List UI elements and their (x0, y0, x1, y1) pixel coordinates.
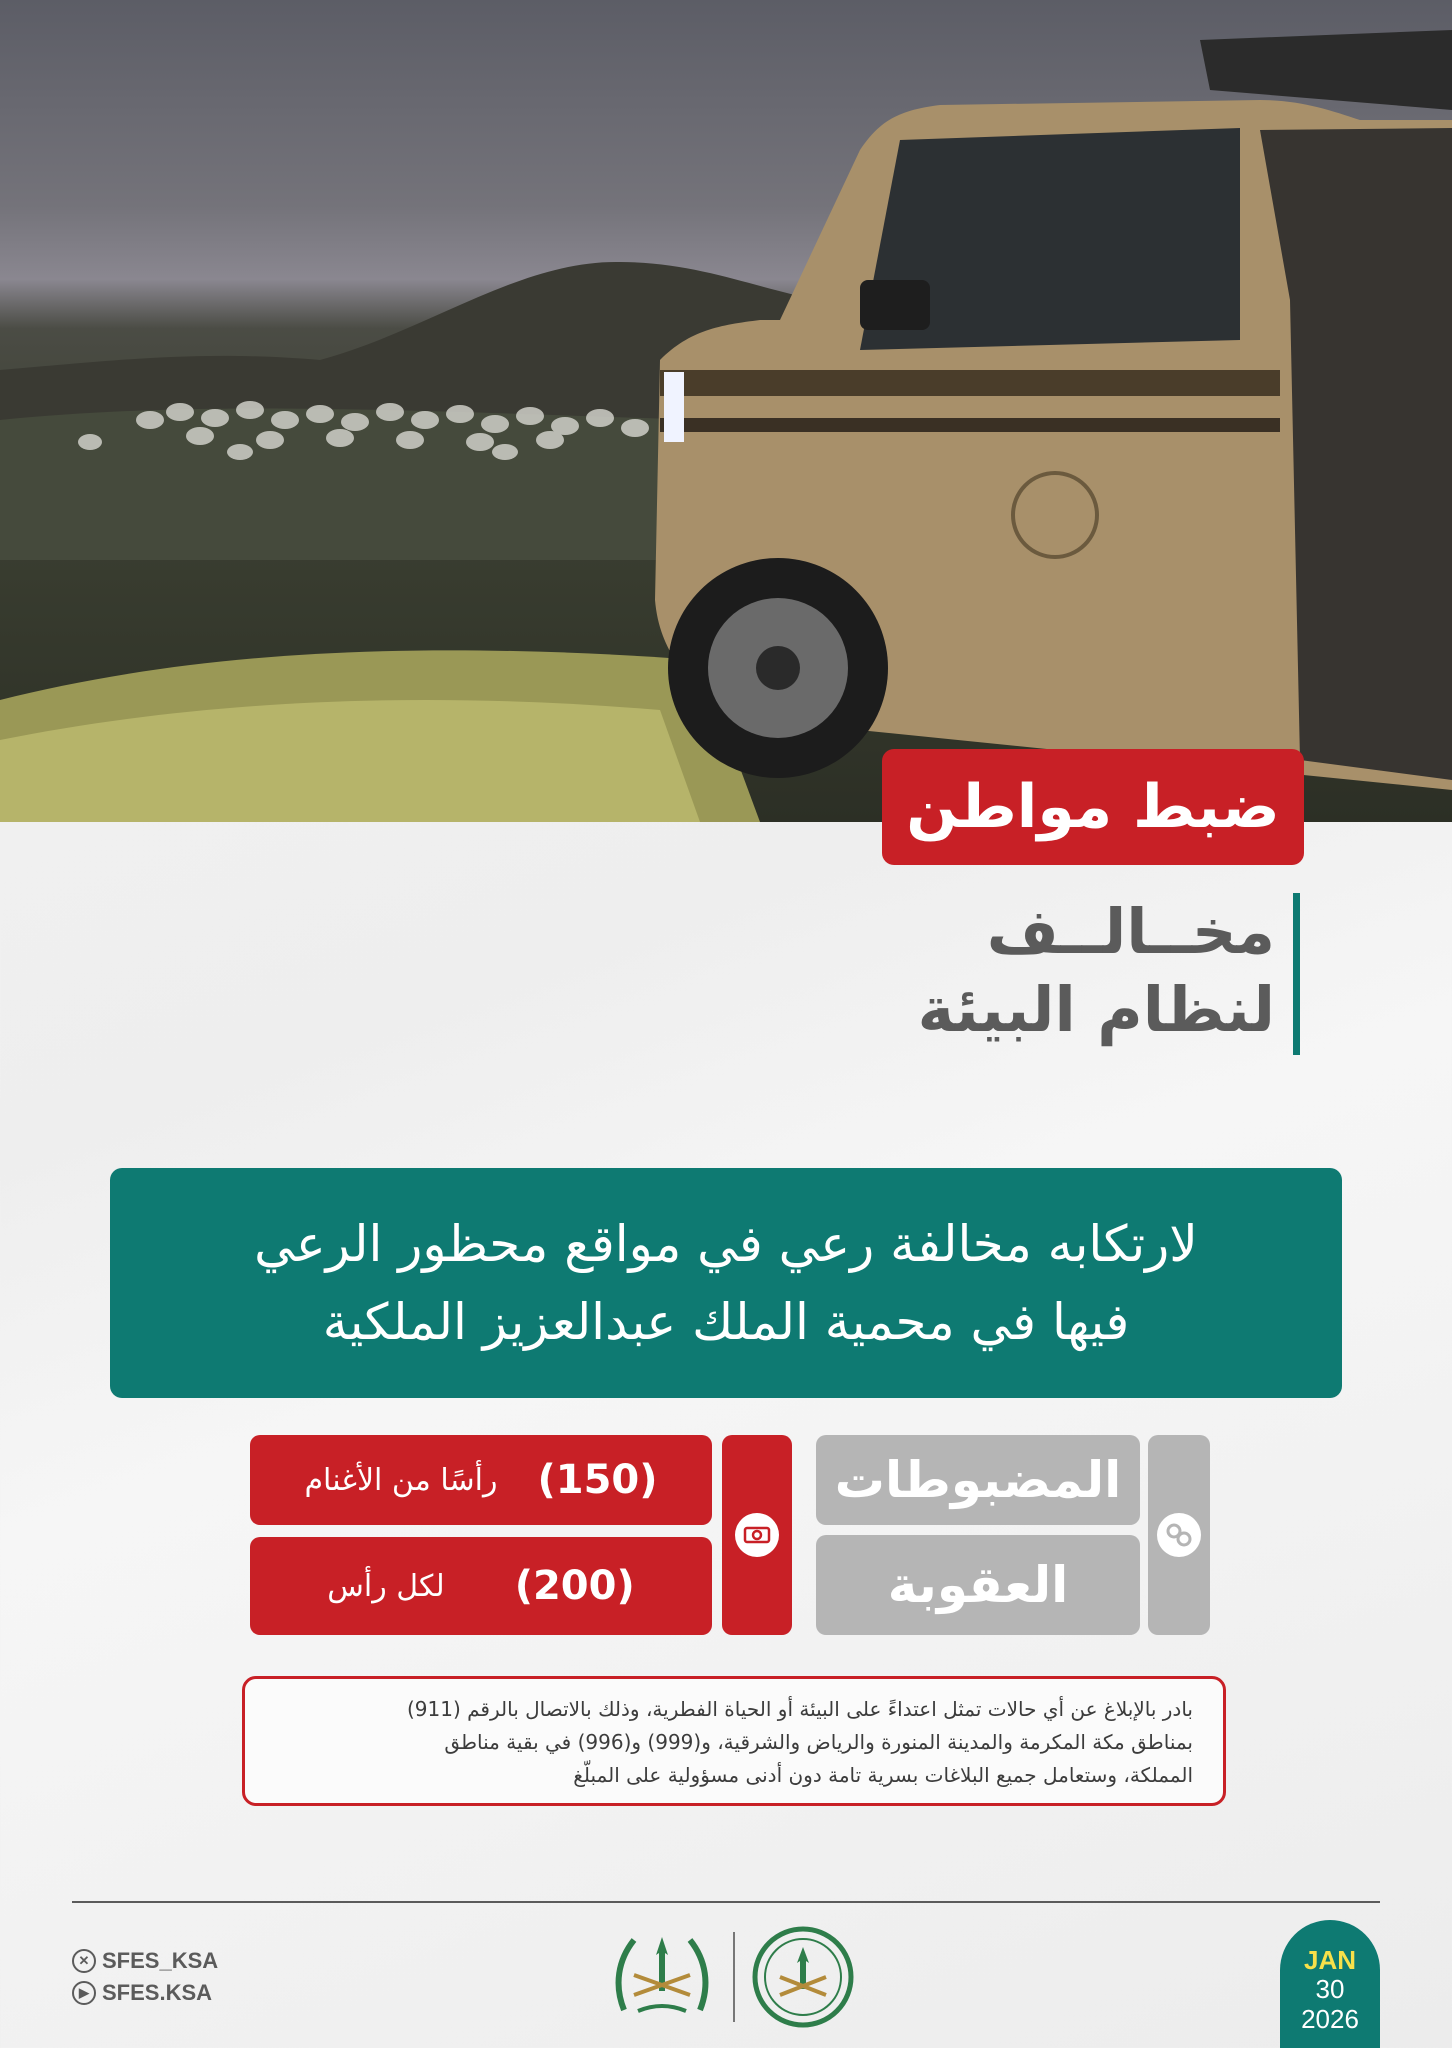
report-notice-box (242, 1676, 1226, 1806)
seized-unit: رأسًا من الأغنام (304, 1462, 498, 1498)
seized-value-box (250, 1435, 712, 1525)
emblem-separator (733, 1932, 735, 2022)
money-icon-column (722, 1435, 792, 1635)
youtube-icon: ▶ (72, 1981, 96, 2005)
sfes-emblem-logo (604, 1925, 720, 2029)
date-year: 2026 (1301, 2004, 1359, 2034)
date-month: JAN (1303, 1945, 1356, 1975)
hero-photo (0, 0, 1452, 822)
ministry-emblem-logo (748, 1925, 858, 2039)
social-youtube-handle: SFES.KSA (102, 1980, 213, 2005)
penalty-label: العقوبة (816, 1535, 1140, 1635)
social-youtube-link[interactable] (72, 1980, 212, 2006)
cuffs-icon (1157, 1513, 1201, 1557)
date-day: 30 (1315, 1974, 1345, 2004)
footer-divider (72, 1901, 1380, 1903)
notice-line-2: بمناطق مكة المكرمة والمدينة المنورة والرياض والشرقية، و(999) و(996) في بقية مناطق (444, 1730, 1193, 1754)
date-badge (1280, 1920, 1380, 2048)
notice-line-1: بادر بالإبلاغ عن أي حالات تمثل اعتداءً على البيئة أو الحياة الفطرية، وذلك بالاتصال بالرقم (911) (406, 1697, 1193, 1721)
penalty-value: (200) (514, 1563, 635, 1609)
social-x-handle: SFES_KSA (102, 1948, 219, 1973)
violation-reason-box (110, 1168, 1342, 1398)
headline-subtitle (780, 893, 1300, 1055)
reason-line-2: فيها في محمية الملك عبدالعزيز الملكية (322, 1293, 1130, 1351)
seized-value: (150) (537, 1457, 658, 1503)
social-x-link[interactable] (72, 1948, 218, 1974)
x-icon: ✕ (72, 1949, 96, 1973)
seized-icon-column (1148, 1435, 1210, 1635)
penalty-unit: لكل رأس (327, 1568, 445, 1604)
subtitle-line-1: مخــالــف (986, 895, 1275, 968)
headline-tag: ضبط مواطن (882, 749, 1304, 865)
penalty-value-box (250, 1537, 712, 1635)
seized-label: المضبوطات (816, 1435, 1140, 1525)
hero-scene-illustration (0, 0, 1452, 822)
subtitle-line-2: لنظام البيئة (917, 973, 1275, 1046)
notice-line-3: المملكة، وستعامل جميع البلاغات بسرية تامة دون أدنى مسؤولية على المبلّغ (573, 1763, 1193, 1787)
money-icon (735, 1513, 779, 1557)
reason-line-1: لارتكابه مخالفة رعي في مواقع محظور الرعي (254, 1215, 1198, 1273)
